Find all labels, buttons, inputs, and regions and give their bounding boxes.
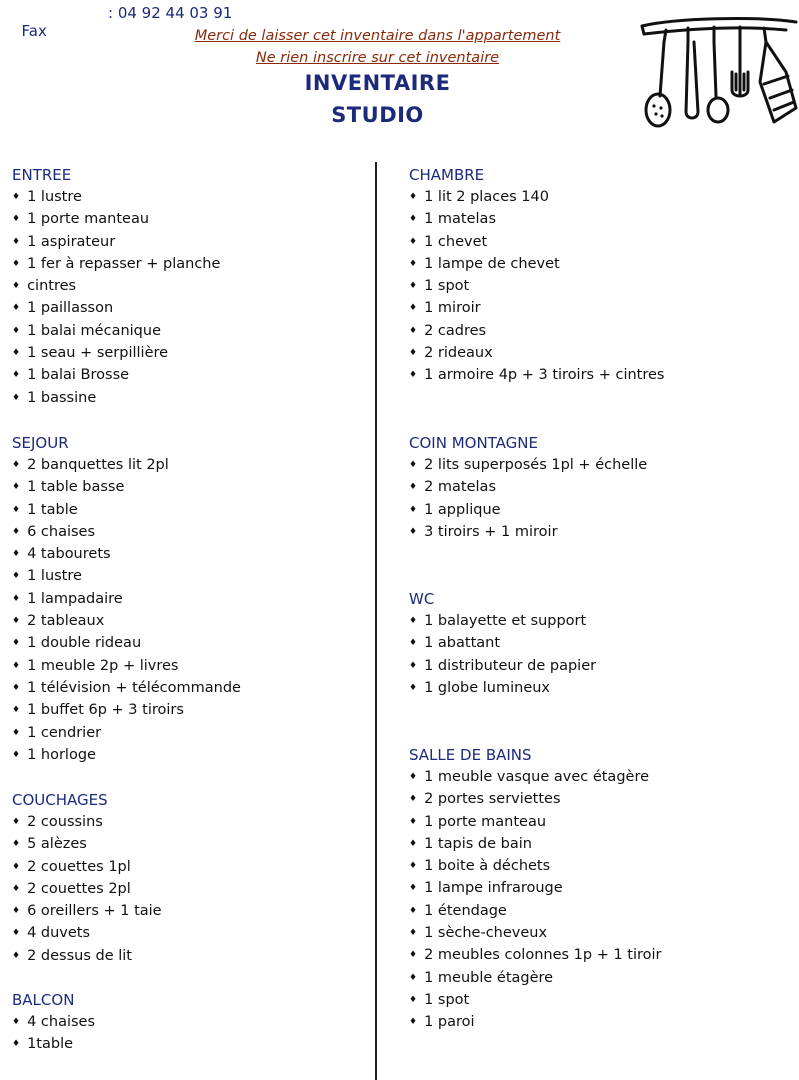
- section-wc: [409, 588, 596, 699]
- inventory-item: ♦ 1 paroi: [409, 1011, 662, 1033]
- inventory-item: ♦ 1 abattant: [409, 632, 596, 654]
- section-title: SALLE DE BAINS: [409, 746, 532, 764]
- inventory-item: ♦ 1 porte manteau: [409, 811, 662, 833]
- item-list: [12, 186, 220, 409]
- inventory-item: ♦ 2 meubles colonnes 1p + 1 tiroir: [409, 944, 662, 966]
- inventory-item: ♦ 1 lampe de chevet: [409, 253, 664, 275]
- inventory-item: ♦ 2 tableaux: [12, 610, 241, 632]
- inventory-item: ♦ 1 cendrier: [12, 722, 241, 744]
- inventory-item: ♦ 1 fer à repasser + planche: [12, 253, 220, 275]
- fax-label: Fax: [21, 22, 47, 40]
- item-list: [409, 186, 664, 387]
- inventory-item: ♦ 1 balai Brosse: [12, 364, 220, 386]
- inventory-item: ♦ 1 meuble étagère: [409, 967, 662, 989]
- inventory-item: ♦ 1 paillasson: [12, 297, 220, 319]
- item-list: [12, 811, 162, 967]
- section-chambre: [409, 164, 664, 387]
- inventory-item: ♦ 1 meuble 2p + livres: [12, 655, 241, 677]
- inventory-item: ♦ 2 coussins: [12, 811, 162, 833]
- inventory-item: ♦ 1 armoire 4p + 3 tiroirs + cintres: [409, 364, 664, 386]
- inventory-item: ♦ 1 seau + serpillière: [12, 342, 220, 364]
- item-list: [409, 766, 662, 1034]
- inventory-item: ♦ 2 couettes 2pl: [12, 878, 162, 900]
- section-title: COUCHAGES: [12, 791, 108, 809]
- page-title: INVENTAIRE: [304, 71, 451, 95]
- item-list: [409, 454, 647, 543]
- inventory-item: ♦ 6 oreillers + 1 taie: [12, 900, 162, 922]
- inventory-item: ♦ 2 banquettes lit 2pl: [12, 454, 241, 476]
- section-title: CHAMBRE: [409, 166, 485, 184]
- inventory-item: ♦ 1 table: [12, 499, 241, 521]
- inventory-item: ♦ 1 aspirateur: [12, 231, 220, 253]
- page-subtitle: STUDIO: [331, 103, 424, 127]
- section-title: WC: [409, 590, 435, 608]
- inventory-item: ♦ 2 matelas: [409, 476, 647, 498]
- inventory-item: ♦ 1 spot: [409, 275, 664, 297]
- section-title: BALCON: [12, 991, 75, 1009]
- inventory-item: ♦ 1 horloge: [12, 744, 241, 766]
- inventory-item: ♦ 1 spot: [409, 989, 662, 1011]
- section-salle-de-bains: [409, 744, 662, 1034]
- inventory-item: ♦ 4 tabourets: [12, 543, 241, 565]
- item-list: [12, 1011, 95, 1056]
- inventory-item: ♦ 1 lustre: [12, 186, 220, 208]
- inventory-item: ♦ 1 porte manteau: [12, 208, 220, 230]
- fax-number: : 04 92 44 03 91: [108, 4, 233, 22]
- inventory-item: ♦ 1 double rideau: [12, 632, 241, 654]
- inventory-item: ♦ 2 rideaux: [409, 342, 664, 364]
- inventory-item: ♦ 1 balayette et support: [409, 610, 596, 632]
- notice-leave-inventory: Merci de laisser cet inventaire dans l'appartement: [194, 28, 561, 44]
- inventory-item: ♦ 1 télévision + télécommande: [12, 677, 241, 699]
- section-coin-montagne: [409, 432, 647, 543]
- inventory-item: ♦ 1 globe lumineux: [409, 677, 596, 699]
- inventory-item: ♦ 1 buffet 6p + 3 tiroirs: [12, 699, 241, 721]
- column-divider: [375, 162, 377, 1080]
- inventory-item: ♦ 1 lampadaire: [12, 588, 241, 610]
- inventory-item: ♦ 1 étendage: [409, 900, 662, 922]
- inventory-item: ♦ 2 portes serviettes: [409, 788, 662, 810]
- inventory-item: ♦ 6 chaises: [12, 521, 241, 543]
- inventory-item: ♦ 2 cadres: [409, 320, 664, 342]
- inventory-item: ♦ 1 lustre: [12, 565, 241, 587]
- inventory-item: ♦ 3 tiroirs + 1 miroir: [409, 521, 647, 543]
- inventory-item: ♦ 1 lit 2 places 140: [409, 186, 664, 208]
- inventory-item: ♦ 4 chaises: [12, 1011, 95, 1033]
- inventory-item: ♦ 4 duvets: [12, 922, 162, 944]
- inventory-item: ♦ 1 balai mécanique: [12, 320, 220, 342]
- inventory-item: ♦ 1 matelas: [409, 208, 664, 230]
- section-entree: [12, 164, 220, 409]
- inventory-item: ♦ 1 meuble vasque avec étagère: [409, 766, 662, 788]
- inventory-item: ♦ 1 miroir: [409, 297, 664, 319]
- section-sejour: [12, 432, 241, 766]
- item-list: [409, 610, 596, 699]
- item-list: [12, 454, 241, 766]
- section-title: ENTREE: [12, 166, 72, 184]
- section-couchages: [12, 789, 162, 967]
- inventory-item: ♦ cintres: [12, 275, 220, 297]
- inventory-item: ♦ 1 boite à déchets: [409, 855, 662, 877]
- inventory-item: ♦ 1 distributeur de papier: [409, 655, 596, 677]
- inventory-item: ♦ 1table: [12, 1033, 95, 1055]
- inventory-item: ♦ 5 alèzes: [12, 833, 162, 855]
- inventory-item: ♦ 1 chevet: [409, 231, 664, 253]
- inventory-item: ♦ 1 tapis de bain: [409, 833, 662, 855]
- notice-do-not-write: Ne rien inscrire sur cet inventaire: [255, 50, 500, 66]
- inventory-item: ♦ 1 table basse: [12, 476, 241, 498]
- inventory-item: ♦ 2 dessus de lit: [12, 945, 162, 967]
- section-title: SEJOUR: [12, 434, 69, 452]
- inventory-item: ♦ 1 applique: [409, 499, 647, 521]
- inventory-item: ♦ 2 couettes 1pl: [12, 856, 162, 878]
- inventory-item: ♦ 1 bassine: [12, 387, 220, 409]
- inventory-item: ♦ 2 lits superposés 1pl + échelle: [409, 454, 647, 476]
- section-balcon: [12, 989, 95, 1056]
- section-title: COIN MONTAGNE: [409, 434, 538, 452]
- inventory-item: ♦ 1 sèche-cheveux: [409, 922, 662, 944]
- kitchen-utensils-icon: [636, 12, 799, 130]
- inventory-item: ♦ 1 lampe infrarouge: [409, 877, 662, 899]
